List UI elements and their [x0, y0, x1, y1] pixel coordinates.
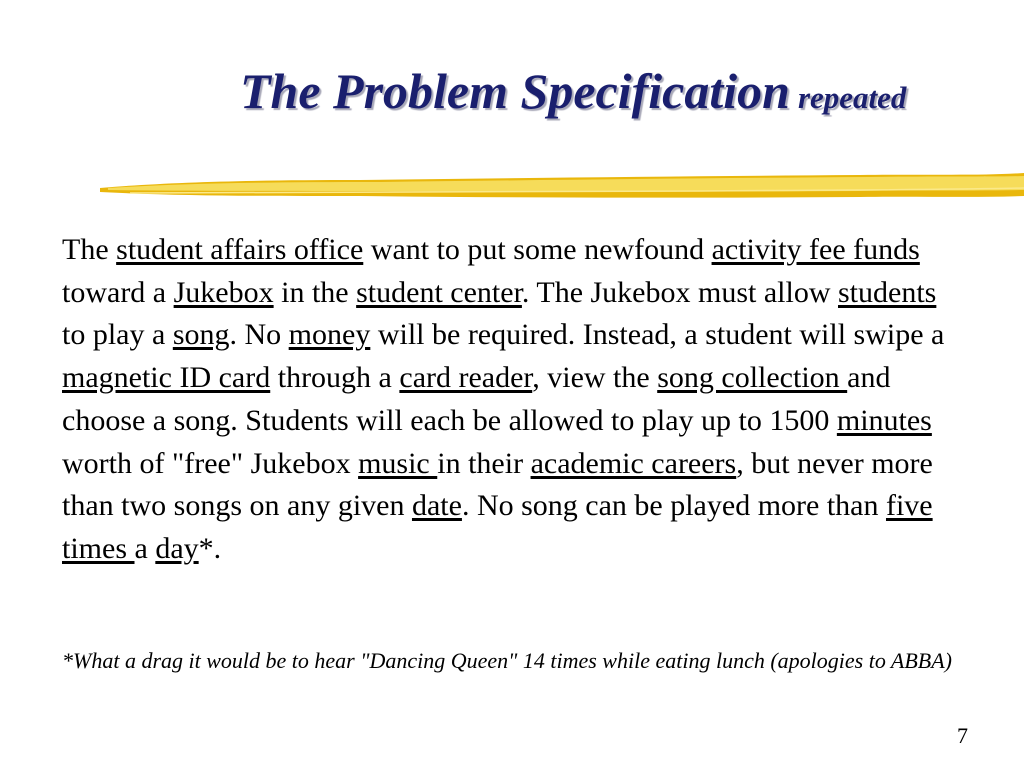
brush-stroke-divider [100, 168, 1024, 208]
noun-five-times: five times [62, 489, 933, 565]
noun-music: music [358, 446, 438, 480]
noun-student-affairs-office: student affairs office [116, 233, 364, 266]
noun-money: money [288, 318, 371, 352]
noun-academic-careers: academic careers [530, 446, 737, 480]
page-number: 7 [957, 723, 968, 748]
noun-song-collection: song collection [657, 361, 848, 395]
noun-students: students [838, 275, 937, 309]
slide-title [240, 62, 906, 120]
footnote: *What a drag it would be to hear "Dancing Queen" 14 times while eating lunch (apologies to ABBA) [62, 648, 953, 673]
noun-minutes: minutes [836, 403, 932, 437]
noun-activity-fee-funds: activity fee funds [711, 233, 920, 266]
noun-date: date [411, 489, 462, 523]
problem-description: The student affairs office want to put some newfound activity fee funds toward a Jukebox in the student center. The Jukebox must allow students to play a song. No money will be required. Instead, a student will swipe a magnetic ID card through a card reader, view the song collection and choose a song. Students will each be allowed to play up to 1500 minutes worth of "free" Jukebox music in their academic careers, but never more than two songs on any given date. No song can be played more than five times a day*. [62, 233, 945, 565]
noun-jukebox: Jukebox [173, 275, 274, 309]
noun-card-reader: card reader [399, 361, 533, 395]
noun-magnetic-id-card: magnetic ID card [62, 361, 271, 395]
slide-title-main: The Problem Specification [240, 63, 790, 119]
slide-title-suffix: repeated [797, 80, 907, 115]
noun-song: song [172, 318, 230, 352]
noun-day: day [155, 531, 199, 565]
noun-student-center: student center [356, 275, 522, 309]
